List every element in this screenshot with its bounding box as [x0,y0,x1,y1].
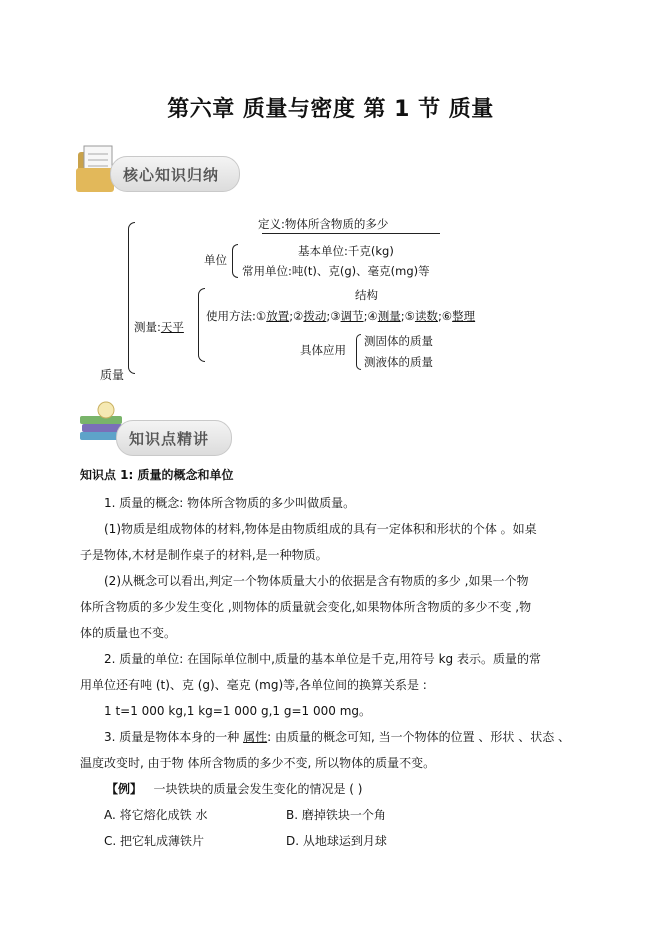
option-d: D. 从地球运到月球 [286,834,387,848]
example-question: 【例】 一块铁块的质量会发生变化的情况是 ( ) [106,782,363,796]
paragraph: 3. 质量是物体本身的一种 属性: 由质量的概念可知, 当一个物体的位置 、形状 、状态 、 [104,730,571,744]
apply-label: 具体应用 [300,343,346,357]
paragraph: (1)物质是组成物体的材料,物体是由物质组成的具有一定体积和形状的个体 。如桌 [104,522,537,536]
paragraph: 子是物体,木材是制作桌子的材料,是一种物质。 [80,548,328,562]
base-unit: 基本单位:千克(kg) [298,244,394,258]
apply-solid: 测固体的质量 [364,334,433,348]
definition: 定义:物体所含物质的多少 [258,217,389,231]
paragraph: 2. 质量的单位: 在国际单位制中,质量的基本单位是千克,用符号 kg 表示。质量的常 [104,652,541,666]
tree-root: 质量 [100,368,125,382]
paragraph: 用单位还有吨 (t)、克 (g)、毫克 (mg)等,各单位间的换算关系是 : [80,678,427,692]
apply-liquid: 测液体的质量 [364,355,433,369]
measure-label: 测量: [134,320,161,334]
common-unit: 常用单位:吨(t)、克(g)、毫克(mg)等 [242,264,430,278]
banner-title: 知识点精讲 [129,430,210,448]
paragraph: 温度改变时, 由于物 体所含物质的多少不变, 所以物体的质量不变。 [80,756,436,770]
paragraph: 体的质量也不变。 [80,626,177,640]
option-a: A. 将它熔化成铁 水 [104,808,208,822]
banner-title: 核心知识归纳 [123,166,220,184]
paragraph: 1. 质量的概念: 物体所含物质的多少叫做质量。 [104,496,356,510]
paragraph: 1 t=1 000 kg,1 kg=1 000 g,1 g=1 000 mg。 [104,704,372,718]
option-c: C. 把它轧成薄铁片 [104,834,205,848]
measure-tool: 天平 [160,320,184,334]
unit-label: 单位 [204,253,227,267]
section-heading: 知识点 1: 质量的概念和单位 [80,468,234,482]
root-brace [128,222,135,374]
usage-method: 使用方法:①放置;②拨动;③调节;④测量;⑤读数;⑥整理 [206,309,476,323]
paragraph: (2)从概念可以看出,判定一个物体质量大小的依据是含有物质的多少 ,如果一个物 [104,574,529,588]
option-b: B. 磨掉铁块一个角 [286,808,386,822]
structure: 结构 [355,288,378,302]
page-title: 第六章 质量与密度 第 1 节 质量 [167,97,494,122]
paragraph: 体所含物质的多少发生变化 ,则物体的质量就会变化,如果物体所含物质的多少不变 ,物 [80,600,532,614]
